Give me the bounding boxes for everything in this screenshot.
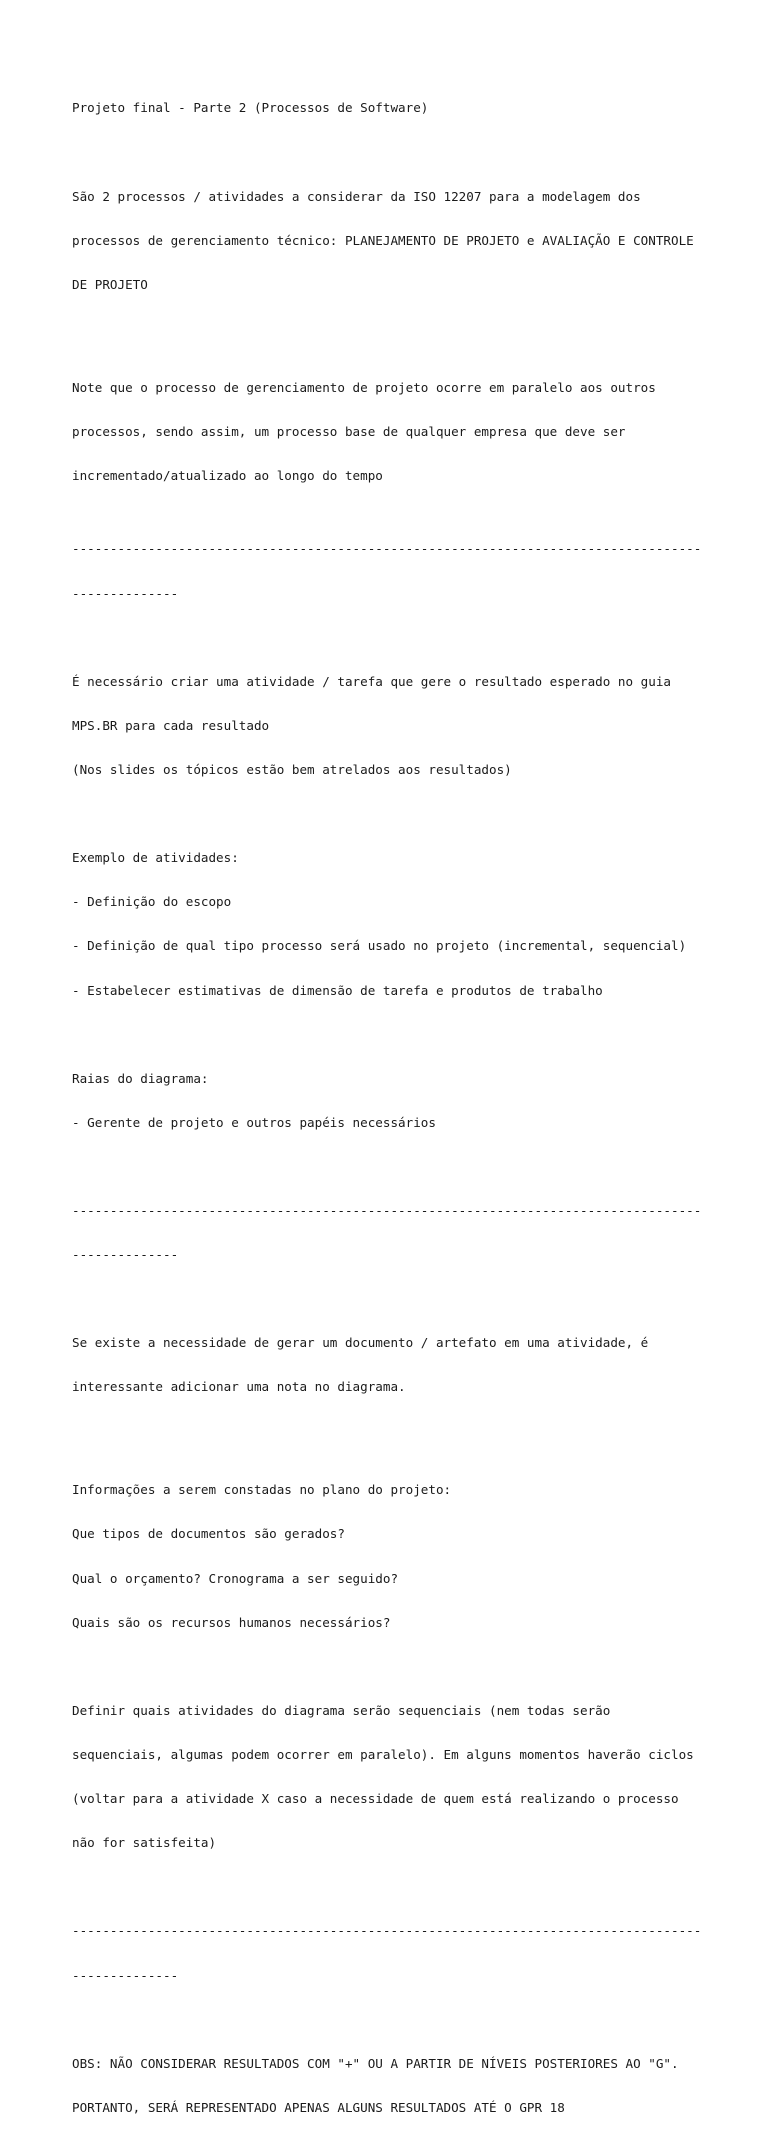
text-line: (Nos slides os tópicos estão bem atrelados aos resultados) — [72, 762, 512, 777]
document-title — [72, 72, 696, 146]
separator-line: -------------- — [72, 585, 179, 601]
separator-line: -------------- — [72, 1247, 179, 1263]
list-item: Quais são os recursos humanos necessários? — [72, 1614, 391, 1630]
text-line: processos, sendo assim, um processo base de qualquer empresa que deve ser — [72, 423, 626, 439]
text-line: É necessário criar uma atividade / tarefa que gere o resultado esperado no guia — [72, 673, 671, 689]
text-line: OBS: NÃO CONSIDERAR RESULTADOS COM "+" OU A PARTIR DE NÍVEIS POSTERIORES AO "G". — [72, 2055, 679, 2071]
text-line: incrementado/atualizado ao longo do tempo — [72, 467, 383, 483]
text-line: Se existe a necessidade de gerar um documento / artefato em uma atividade, é — [72, 1335, 649, 1351]
activity-requirement-paragraph — [72, 645, 696, 807]
text-line: interessante adicionar uma nota no diagrama. — [72, 1379, 406, 1395]
list-item: - Gerente de projeto e outros papéis necessários — [72, 1114, 436, 1130]
text-line: (voltar para a atividade X caso a necessidade de quem está realizando o processo — [72, 1791, 679, 1807]
list-heading: Exemplo de atividades: — [72, 850, 239, 866]
plan-info-list — [72, 1454, 696, 1660]
document-note-paragraph — [72, 1307, 696, 1425]
separator — [72, 1175, 702, 1293]
separator-line: ----------------------------------------------------------------------------------- — [72, 1203, 702, 1219]
separator-line: -------------- — [72, 1967, 179, 1983]
text-line: PORTANTO, SERÁ REPRESENTADO APENAS ALGUNS RESULTADOS ATÉ O GPR 18 — [72, 2099, 565, 2115]
list-item: - Estabelecer estimativas de dimensão de tarefa e produtos de trabalho — [72, 982, 603, 998]
text-line: processos de gerenciamento técnico: PLANEJAMENTO DE PROJETO e AVALIAÇÃO E CONTROLE — [72, 232, 694, 248]
list-heading: Raias do diagrama: — [72, 1070, 209, 1086]
list-heading: Informações a serem constadas no plano do projeto: — [72, 1482, 452, 1498]
separator-line: ----------------------------------------------------------------------------------- — [72, 541, 702, 557]
obs-paragraph — [72, 2027, 696, 2145]
note-paragraph — [72, 351, 696, 513]
examples-list — [72, 822, 696, 1028]
list-item: - Definição do escopo — [72, 894, 232, 910]
text-line: Definir quais atividades do diagrama serão sequenciais (nem todas serão — [72, 1702, 611, 1718]
list-item: Que tipos de documentos são gerados? — [72, 1526, 345, 1542]
text-line: São 2 processos / atividades a considerar da ISO 12207 para a modelagem dos — [72, 188, 641, 204]
sequence-paragraph — [72, 1675, 696, 1881]
document-page — [72, 72, 702, 2145]
text-line: sequenciais, algumas podem ocorrer em paralelo). Em alguns momentos haverão ciclos — [72, 1747, 694, 1763]
text-line: DE PROJETO — [72, 276, 148, 292]
text-line: MPS.BR para cada resultado — [72, 717, 270, 733]
list-item: - Definição de qual tipo processo será usado no projeto (incremental, sequencial) — [72, 938, 687, 954]
title-line: Projeto final - Parte 2 (Processos de Software) — [72, 100, 429, 116]
separator — [72, 513, 702, 631]
intro-paragraph — [72, 160, 696, 322]
text-line: Note que o processo de gerenciamento de projeto ocorre em paralelo aos outros — [72, 379, 656, 395]
text-line: não for satisfeita) — [72, 1835, 217, 1851]
list-item: Qual o orçamento? Cronograma a ser seguido? — [72, 1570, 399, 1586]
lanes-list — [72, 1042, 696, 1160]
separator — [72, 1895, 702, 2013]
separator-line: ----------------------------------------------------------------------------------- — [72, 1923, 702, 1939]
